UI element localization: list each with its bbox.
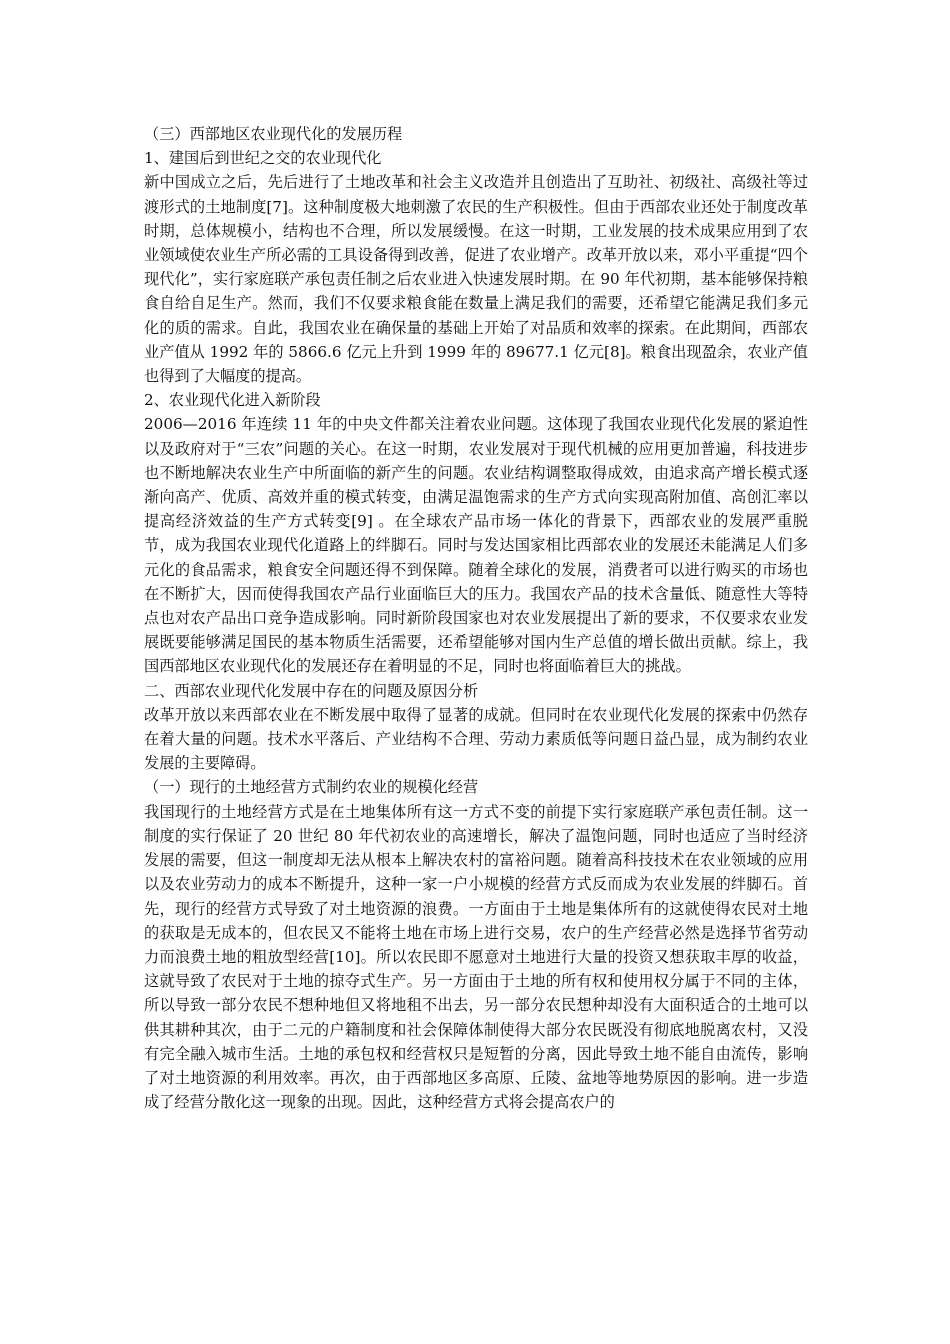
subsection-heading-new-stage: 2、农业现代化进入新阶段 [144,391,321,410]
document-page [144,122,808,1114]
subsection-heading-founding: 1、建国后到世纪之交的农业现代化 [144,149,382,168]
paragraph-new-stage: 2006—2016 年连续 11 年的中央文件都关注着农业问题。这体现了我国农业现代化发展的紧迫性以及政府对于“三农”问题的关心。在这一时期，农业发展对于现代机械的应用更加普遍，科技进步也不断地解决农业生产中所面临的新产生的问题。农业结构调整取得成效，由追求高产增长模式逐渐向高产、优质、高效并重的模式转变，由满足温饱需求的生产方式向实现高附加值、高创汇率以提高经济效益的生产方式转变[9] 。在全球农产品市场一体化的背景下，西部农业的发展严重脱节，成为我国农业现代化道路上的绊脚石。同时与发达国家相比西部农业的发展还未能满足人们多元化的食品需求，粮食安全问题还得不到保障。随着全球化的发展，消费者可以进行购买的市场也在不断扩大，因而使得我国农产品行业面临巨大的压力。我国农产品的技术含量低、随意性大等特点也对农产品出口竞争造成影响。同时新阶段国家也对农业发展提出了新的要求，不仅要求农业发展既要能够满足国民的基本物质生活需要，还希望能够对国内生产总值的增长做出贡献。综上，我国西部地区农业现代化的发展还存在着明显的不足，同时也将面临着巨大的挑战。 [144,415,808,676]
paragraph-founding: 新中国成立之后，先后进行了土地改革和社会主义改造并且创造出了互助社、初级社、高级社等过渡形式的土地制度[7]。这种制度极大地刺激了农民的生产积极性。但由于西部农业还处于制度改革时期，总体规模小，结构也不合理，所以发展缓慢。在这一时期，工业发展的技术成果应用到了农业领域使农业生产所必需的工具设备得到改善，促进了农业增产。改革开放以来，邓小平重提“四个现代化”，实行家庭联产承包责任制之后农业进入快速发展时期。在 90 年代初期，基本能够保持粮食自给自足生产。然而，我们不仅要求粮食能在数量上满足我们的需要，还希望它能满足我们多元化的质的需求。自此，我国农业在确保量的基础上开始了对品质和效率的探索。在此期间，西部农业产值从 1992 年的 5866.6 亿元上升到 1999 年的 89677.1 亿元[8]。粮食出现盈余，农业产值也得到了大幅度的提高。 [144,173,808,386]
paragraph-land: 我国现行的土地经营方式是在土地集体所有这一方式不变的前提下实行家庭联产承包责任制。这一制度的实行保证了 20 世纪 80 年代初农业的高速增长，解决了温饱问题，同时也适应了当时经济发展的需要，但这一制度却无法从根本上解决农村的富裕问题。随着高科技技术在农业领域的应用以及农业劳动力的成本不断提升，这种一家一户小规模的经营方式反而成为农业发展的绊脚石。首先，现行的经营方式导致了对土地资源的浪费。一方面由于土地是集体所有的这就使得农民对土地的获取是无成本的，但农民又不能将土地在市场上进行交易，农户的生产经营必然是选择节省劳动力而浪费土地的粗放型经营[10]。所以农民即不愿意对土地进行大量的投资又想获取丰厚的收益，这就导致了农民对于土地的掠夺式生产。另一方面由于土地的所有权和使用权分属于不同的主体，所以导致一部分农民不想种地但又将地租不出去，另一部分农民想种却没有大面积适合的土地可以供其耕种其次，由于二元的户籍制度和社会保障体制使得大部分农民既没有彻底地脱离农村，又没有完全融入城市生活。土地的承包权和经营权只是短暂的分离，因此导致土地不能自由流传，影响了对土地资源的利用效率。再次，由于西部地区多高原、丘陵、盆地等地势原因的影响。进一步造成了经营分散化这一现象的出现。因此，这种经营方式将会提高农户的 [144,802,808,1112]
section-heading-history: （三）西部地区农业现代化的发展历程 [144,125,403,143]
paragraph-problems-intro: 改革开放以来西部农业在不断发展中取得了显著的成就。但同时在农业现代化发展的探索中仍然存在着大量的问题。技术水平落后、产业结构不合理、劳动力素质低等问题日益凸显，成为制约农业发展的主要障碍。 [144,705,808,773]
chapter-heading-problems: 二、西部农业现代化发展中存在的问题及原因分析 [144,681,479,700]
section-heading-land: （一）现行的土地经营方式制约农业的规模化经营 [144,778,479,797]
